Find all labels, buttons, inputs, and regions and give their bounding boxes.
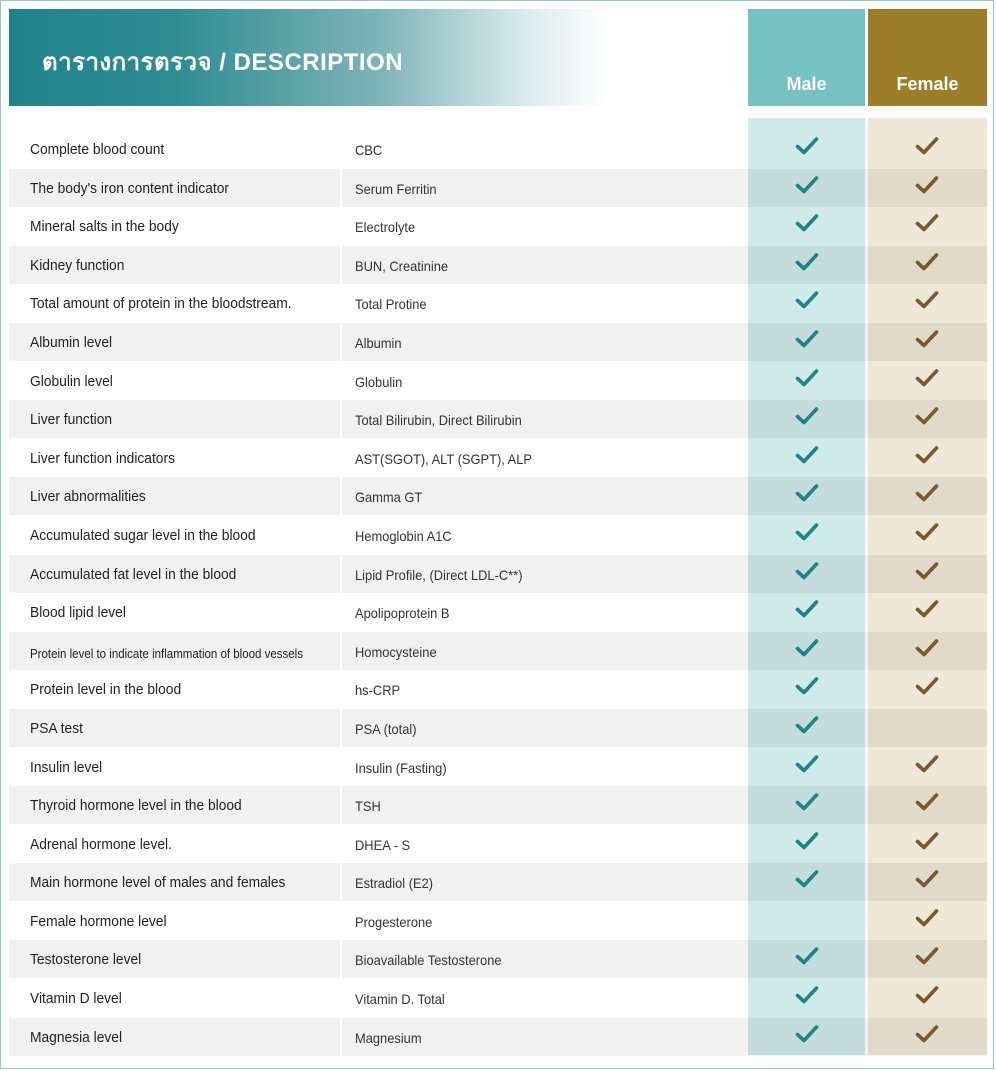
test-description: Thyroid hormone level in the blood <box>30 797 242 815</box>
test-description: Accumulated fat level in the blood <box>30 565 237 583</box>
male-check-icon <box>795 831 819 851</box>
table-row <box>9 324 987 363</box>
column-divider <box>340 439 342 477</box>
table-row <box>9 903 987 942</box>
test-description: Globulin level <box>30 372 113 390</box>
test-name: Electrolyte <box>355 219 416 236</box>
female-check-icon <box>915 561 939 581</box>
male-check-icon <box>795 368 819 388</box>
column-divider <box>340 207 342 245</box>
column-divider <box>340 477 342 515</box>
test-description: Insulin level <box>30 758 103 776</box>
test-description: Main hormone level of males and females <box>30 874 286 892</box>
female-check-icon <box>915 1024 939 1044</box>
test-name: Total Bilirubin, Direct Bilirubin <box>355 412 522 429</box>
table-row <box>9 633 987 672</box>
table-row <box>9 247 987 286</box>
test-name: CBC <box>355 142 383 158</box>
table-row <box>9 363 987 402</box>
test-description: Mineral salts in the body <box>30 218 179 236</box>
column-divider <box>340 516 342 554</box>
table-row <box>9 285 987 324</box>
female-check-icon <box>915 445 939 465</box>
female-check-icon <box>915 869 939 889</box>
column-divider <box>340 362 342 400</box>
table-row <box>9 556 987 595</box>
test-name: Progesterone <box>355 913 433 930</box>
column-divider <box>340 555 342 593</box>
test-name: hs-CRP <box>355 682 401 699</box>
column-divider <box>340 400 342 438</box>
female-check-icon <box>915 599 939 619</box>
table-row <box>9 478 987 517</box>
column-divider <box>340 632 342 670</box>
table-row <box>9 594 987 633</box>
male-check-icon <box>795 754 819 774</box>
column-divider <box>340 825 342 863</box>
test-name: Serum Ferritin <box>355 180 437 197</box>
test-name: Lipid Profile, (Direct LDL-C**) <box>355 566 523 583</box>
table-row <box>9 170 987 209</box>
column-divider <box>340 940 342 978</box>
test-description: Kidney function <box>30 256 125 274</box>
female-column-label: Female <box>896 74 959 94</box>
column-divider <box>340 323 342 361</box>
test-name: Gamma GT <box>355 489 423 506</box>
test-name: BUN, Creatinine <box>355 257 449 274</box>
test-description: Liver abnormalities <box>30 488 146 506</box>
test-description: Testosterone level <box>30 951 142 969</box>
female-check-icon <box>915 908 939 928</box>
test-description: Liver function <box>30 411 113 429</box>
female-check-icon <box>915 368 939 388</box>
table-row <box>9 401 987 440</box>
test-description: Female hormone level <box>30 912 167 930</box>
female-check-icon <box>915 946 939 966</box>
row-stripe <box>9 246 987 284</box>
female-check-icon <box>915 754 939 774</box>
male-check-icon <box>795 1024 819 1044</box>
test-name: TSH <box>355 798 381 815</box>
female-check-icon <box>915 136 939 156</box>
test-description: Albumin level <box>30 333 113 351</box>
column-divider <box>340 284 342 322</box>
table-row <box>9 671 987 710</box>
test-description: Protein level in the blood <box>30 681 182 699</box>
test-description: Adrenal hormone level. <box>30 835 172 853</box>
male-check-icon <box>795 329 819 349</box>
female-check-icon <box>915 792 939 812</box>
table-row <box>9 864 987 903</box>
test-name: Albumin <box>355 334 402 351</box>
male-check-icon <box>795 561 819 581</box>
column-divider <box>340 786 342 824</box>
page-title: ตารางการตรวจ / DESCRIPTION <box>42 49 404 76</box>
test-description: Liver function indicators <box>30 449 175 467</box>
male-check-icon <box>795 638 819 658</box>
male-check-icon <box>795 136 819 156</box>
table-row <box>9 749 987 788</box>
male-column-label: Male <box>786 74 827 94</box>
female-check-icon <box>915 483 939 503</box>
test-description: Vitamin D level <box>30 990 122 1008</box>
test-description: The body's iron content indicator <box>30 179 230 197</box>
male-check-icon <box>795 676 819 696</box>
female-check-icon <box>915 638 939 658</box>
test-description: Protein level to indicate inflammation of blood vessels <box>30 646 303 661</box>
test-name: Apolipoprotein B <box>355 605 450 622</box>
test-name: Insulin (Fasting) <box>355 759 447 776</box>
test-name: Magnesium <box>355 1029 422 1046</box>
column-divider <box>340 670 342 708</box>
test-name: DHEA - S <box>355 836 411 853</box>
male-check-icon <box>795 213 819 233</box>
table-row <box>9 1019 987 1058</box>
test-description: Complete blood count <box>30 141 165 158</box>
male-check-icon <box>795 792 819 812</box>
female-check-icon <box>915 290 939 310</box>
header-banner <box>9 9 609 106</box>
table-row <box>9 517 987 556</box>
male-check-icon <box>795 869 819 889</box>
row-stripe <box>9 1018 987 1056</box>
column-divider <box>340 863 342 901</box>
male-check-icon <box>795 599 819 619</box>
test-description: Blood lipid level <box>30 604 126 622</box>
column-divider <box>340 593 342 631</box>
column-divider <box>340 130 342 168</box>
test-name: Globulin <box>355 373 403 390</box>
female-check-icon <box>915 213 939 233</box>
test-description: Magnesia level <box>30 1028 123 1046</box>
table-row <box>9 131 987 170</box>
female-check-icon <box>915 985 939 1005</box>
table-row <box>9 826 987 865</box>
female-check-icon <box>915 522 939 542</box>
test-name: Estradiol (E2) <box>355 875 434 892</box>
male-check-icon <box>795 483 819 503</box>
column-divider <box>340 1018 342 1056</box>
table-row <box>9 980 987 1019</box>
test-description: PSA test <box>30 719 83 737</box>
female-check-icon <box>915 676 939 696</box>
column-divider <box>340 709 342 747</box>
test-name: Homocysteine <box>355 643 437 660</box>
female-check-icon <box>915 406 939 426</box>
column-divider <box>340 902 342 940</box>
female-check-icon <box>915 252 939 272</box>
test-name: AST(SGOT), ALT (SGPT), ALP <box>355 450 533 467</box>
female-column-header <box>868 9 987 106</box>
male-check-icon <box>795 406 819 426</box>
male-check-icon <box>795 985 819 1005</box>
male-check-icon <box>795 445 819 465</box>
test-name: Vitamin D. Total <box>355 991 445 1008</box>
male-column-header <box>748 9 865 106</box>
table-row <box>9 941 987 980</box>
column-divider <box>340 979 342 1017</box>
row-stripe <box>9 477 987 515</box>
female-check-icon <box>915 831 939 851</box>
table-row <box>9 208 987 247</box>
test-description: Total amount of protein in the bloodstream. <box>30 295 292 313</box>
table-row <box>9 787 987 826</box>
table-row <box>9 440 987 479</box>
male-check-icon <box>795 252 819 272</box>
row-stripe <box>9 323 987 361</box>
male-check-icon <box>795 946 819 966</box>
test-description: Accumulated sugar level in the blood <box>30 526 256 544</box>
column-divider <box>340 169 342 207</box>
column-divider <box>340 246 342 284</box>
male-check-icon <box>795 175 819 195</box>
test-name: Total Protine <box>355 296 427 313</box>
male-check-icon <box>795 715 819 735</box>
female-check-icon <box>915 175 939 195</box>
female-check-icon <box>915 329 939 349</box>
male-check-icon <box>795 290 819 310</box>
row-stripe <box>9 709 987 747</box>
male-check-icon <box>795 522 819 542</box>
table-row <box>9 710 987 749</box>
test-table <box>9 131 987 1057</box>
column-divider <box>340 748 342 786</box>
test-name: PSA (total) <box>355 720 417 737</box>
test-name: Hemoglobin A1C <box>355 527 452 544</box>
test-name: Bioavailable Testosterone <box>355 952 502 969</box>
